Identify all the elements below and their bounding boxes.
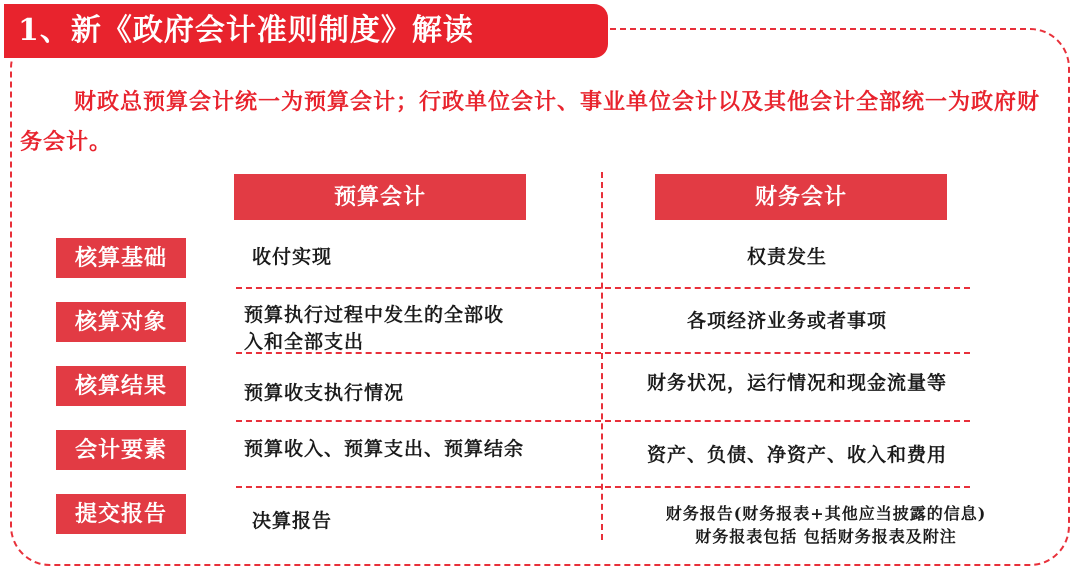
financial-basis: 权责发生	[746, 246, 827, 268]
column-header-financial: 财务会计	[655, 174, 947, 220]
budget-result: 预算收支执行情况	[244, 382, 405, 404]
row-label-report: 提交报告	[56, 494, 186, 534]
budget-object	[244, 302, 504, 356]
financial-result: 财务状况，运行情况和现金流量等	[646, 372, 947, 394]
column-divider	[601, 172, 603, 540]
financial-report-line2: 财务报表包括 包括财务报表及附注	[695, 527, 957, 546]
intro-paragraph	[20, 82, 1060, 162]
financial-object: 各项经济业务或者事项	[686, 310, 887, 332]
row-label-basis: 核算基础	[56, 238, 186, 278]
budget-object-line2: 入和全部支出	[244, 331, 365, 353]
row-divider	[236, 486, 970, 488]
page-title: 1、新《政府会计准则制度》解读	[4, 4, 608, 58]
column-header-budget: 预算会计	[234, 174, 526, 220]
intro-text: 财政总预算会计统一为预算会计；行政单位会计、事业单位会计以及其他会计全部统一为政府财务会计。	[20, 89, 1041, 155]
financial-elements: 资产、负债、净资产、收入和费用	[646, 444, 947, 466]
budget-report: 决算报告	[252, 510, 333, 532]
budget-object-line1: 预算执行过程中发生的全部收	[244, 304, 505, 326]
row-label-object: 核算对象	[56, 302, 186, 342]
row-label-result: 核算结果	[56, 366, 186, 406]
budget-basis: 收付实现	[252, 246, 333, 268]
financial-report	[616, 502, 1036, 548]
row-label-elements: 会计要素	[56, 430, 186, 470]
row-divider	[236, 420, 970, 422]
financial-report-line1: 财务报告(财务报表+其他应当披露的信息)	[665, 504, 987, 523]
budget-elements: 预算收入、预算支出、预算结余	[244, 438, 525, 460]
row-divider	[236, 287, 970, 289]
